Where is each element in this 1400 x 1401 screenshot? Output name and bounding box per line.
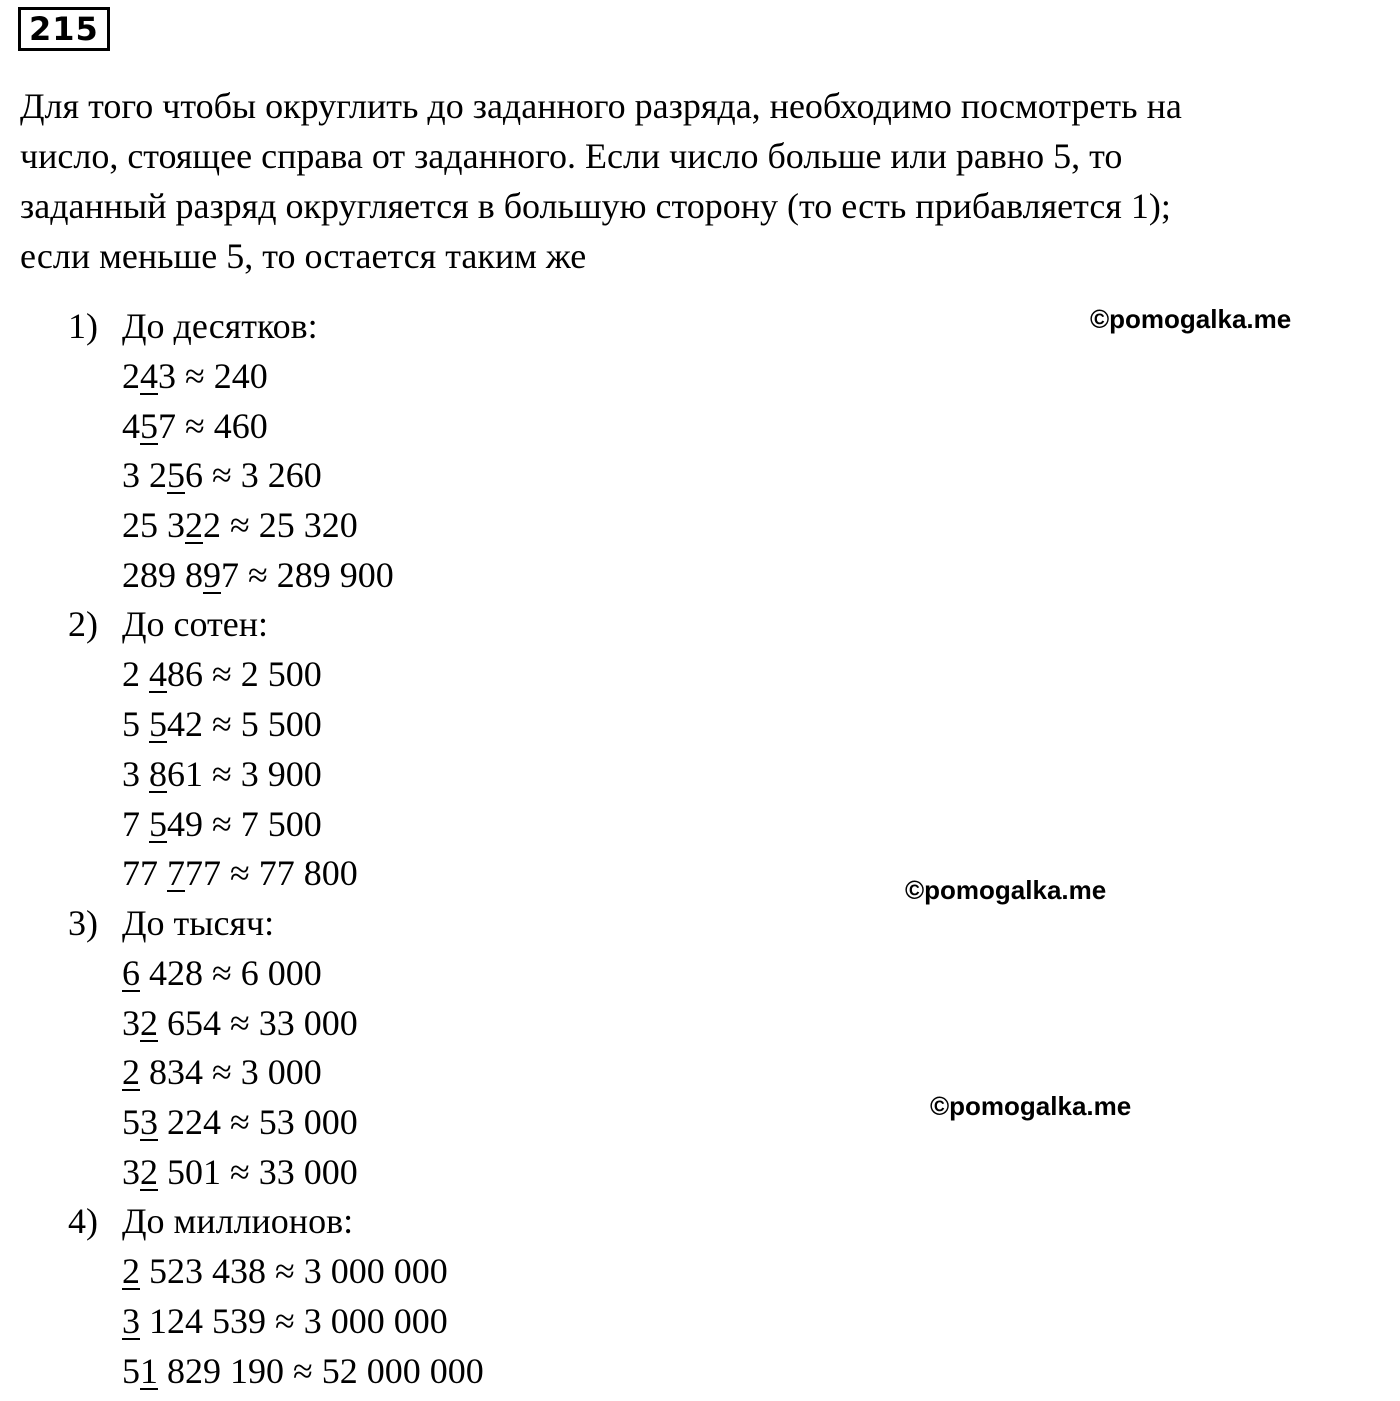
- rounded-result: 3 000 000: [303, 1251, 448, 1292]
- watermark: ©pomogalka.me: [1090, 304, 1292, 334]
- section-title: До сотен:: [122, 604, 269, 645]
- approx-sign: ≈: [230, 1101, 250, 1142]
- number-after-digit: 2: [203, 505, 221, 546]
- section-number: 3): [68, 902, 98, 943]
- rounded-result: 5 500: [240, 704, 322, 745]
- number-before-digit: 5: [122, 704, 149, 745]
- underlined-digit: 1: [140, 1350, 158, 1391]
- approx-sign: ≈: [275, 1251, 295, 1292]
- rounded-result: 25 320: [258, 505, 358, 546]
- number-after-digit: 86: [167, 654, 203, 695]
- approx-sign: ≈: [230, 853, 250, 894]
- underlined-digit: 2: [122, 1052, 140, 1093]
- rounded-result: 7 500: [240, 803, 322, 844]
- approx-sign: ≈: [185, 356, 205, 396]
- rounded-result: 460: [213, 405, 268, 446]
- number-before-digit: 3: [122, 1151, 140, 1192]
- approx-sign: ≈: [230, 1002, 250, 1043]
- underlined-digit: 4: [149, 654, 167, 695]
- number-after-digit: 654: [158, 1002, 221, 1043]
- number-before-digit: 7: [122, 803, 149, 844]
- section-header: [0, 898, 1000, 948]
- rounding-section: [0, 599, 1000, 897]
- number-after-digit: 834: [140, 1052, 203, 1093]
- underlined-digit: 2: [122, 1251, 140, 1292]
- number-after-digit: 224: [158, 1101, 221, 1142]
- number-before-digit: 25 3: [122, 505, 185, 546]
- underlined-digit: 5: [149, 704, 167, 745]
- approx-sign: ≈: [248, 554, 268, 595]
- rounded-result: 2 500: [240, 654, 322, 695]
- number-after-digit: 501: [158, 1151, 221, 1192]
- intro-line: заданный разряд округляется в большую сторону (то есть прибавляется 1);: [20, 186, 1171, 226]
- number-after-digit: 428: [140, 952, 203, 993]
- approx-sign: ≈: [212, 952, 232, 993]
- number-after-digit: 829 190: [158, 1350, 284, 1391]
- rounded-result: 6 000: [240, 952, 322, 993]
- approx-sign: ≈: [212, 704, 232, 745]
- underlined-digit: 4: [140, 356, 158, 396]
- rounding-row: [0, 1296, 1000, 1346]
- rounding-row: [0, 799, 1000, 849]
- section-header: [0, 1196, 1000, 1246]
- section-title: До тысяч:: [122, 902, 275, 943]
- number-after-digit: 7: [158, 405, 176, 446]
- rounding-row: [0, 1097, 1000, 1147]
- number-after-digit: 7: [221, 554, 239, 595]
- number-before-digit: 3: [122, 1002, 140, 1043]
- underlined-digit: 3: [140, 1101, 158, 1142]
- rounding-section: [0, 898, 1000, 1196]
- number-before-digit: 3 2: [122, 455, 167, 496]
- underlined-digit: 2: [185, 505, 203, 546]
- rounded-result: 33 000: [258, 1151, 358, 1192]
- number-before-digit: 77: [122, 853, 167, 894]
- number-before-digit: 2: [122, 356, 140, 396]
- section-header: [0, 599, 1000, 649]
- rounding-row: [0, 649, 1000, 699]
- rounding-row: [0, 1047, 1000, 1097]
- intro-paragraph: [20, 81, 1360, 281]
- rounding-row: [0, 848, 1000, 898]
- underlined-digit: 2: [140, 1151, 158, 1192]
- approx-sign: ≈: [212, 654, 232, 695]
- intro-line: если меньше 5, то остается таким же: [20, 236, 587, 276]
- rounding-row: [0, 998, 1000, 1048]
- underlined-digit: 7: [167, 853, 185, 894]
- rounding-row: [0, 948, 1000, 998]
- underlined-digit: 2: [140, 1002, 158, 1043]
- rounding-sections: [0, 301, 1000, 1395]
- approx-sign: ≈: [185, 405, 205, 446]
- underlined-digit: 6: [122, 952, 140, 993]
- section-header: [0, 301, 1000, 351]
- rounding-row: [0, 749, 1000, 799]
- section-number: 4): [68, 1201, 98, 1242]
- rounded-result: 3 260: [240, 455, 322, 496]
- number-before-digit: 5: [122, 1350, 140, 1391]
- underlined-digit: 8: [149, 753, 167, 794]
- underlined-digit: 5: [167, 455, 185, 496]
- approx-sign: ≈: [212, 753, 232, 794]
- rounded-result: 53 000: [258, 1101, 358, 1142]
- rounding-row: [0, 550, 1000, 600]
- rounded-result: 77 800: [258, 853, 358, 894]
- rounded-result: 289 900: [276, 554, 394, 595]
- rounding-section: [0, 301, 1000, 599]
- approx-sign: ≈: [293, 1350, 313, 1391]
- number-after-digit: 61: [167, 753, 203, 794]
- rounding-row: [0, 699, 1000, 749]
- section-title: До миллионов:: [122, 1201, 354, 1242]
- rounding-row: [0, 500, 1000, 550]
- rounding-row: [0, 1147, 1000, 1197]
- section-title: До десятков:: [122, 306, 318, 346]
- intro-line: число, стоящее справа от заданного. Если число больше или равно 5, то: [20, 136, 1123, 176]
- section-number: 2): [68, 604, 98, 645]
- task-number-box: [18, 7, 110, 51]
- underlined-digit: 3: [122, 1301, 140, 1341]
- number-after-digit: 42: [167, 704, 203, 745]
- underlined-digit: 5: [140, 405, 158, 446]
- approx-sign: ≈: [230, 1151, 250, 1192]
- number-before-digit: 2: [122, 654, 149, 695]
- rounding-row: [0, 401, 1000, 451]
- rounded-result: 3 000: [240, 1052, 322, 1093]
- underlined-digit: 5: [149, 803, 167, 844]
- number-after-digit: 6: [185, 455, 203, 496]
- approx-sign: ≈: [212, 1052, 232, 1093]
- rounded-result: 240: [213, 356, 268, 396]
- number-after-digit: 77: [185, 853, 221, 894]
- number-after-digit: 523 438: [140, 1251, 266, 1292]
- number-after-digit: 3: [158, 356, 176, 396]
- intro-line: Для того чтобы округлить до заданного разряда, необходимо посмотреть на: [20, 86, 1182, 126]
- approx-sign: ≈: [230, 505, 250, 546]
- rounding-row: [0, 351, 1000, 401]
- watermark: ©pomogalka.me: [930, 1091, 1132, 1121]
- number-before-digit: 289 8: [122, 554, 203, 595]
- approx-sign: ≈: [212, 455, 232, 496]
- underlined-digit: 9: [203, 554, 221, 595]
- approx-sign: ≈: [275, 1301, 295, 1341]
- number-before-digit: 3: [122, 753, 149, 794]
- rounded-result: 33 000: [258, 1002, 358, 1043]
- rounded-result: 3 000 000: [303, 1301, 448, 1341]
- rounded-result: 3 900: [240, 753, 322, 794]
- section-number: 1): [68, 306, 98, 346]
- rounding-row: [0, 1346, 1000, 1396]
- rounded-result: 52 000 000: [321, 1350, 484, 1391]
- rounding-row: [0, 1246, 1000, 1296]
- number-after-digit: 49: [167, 803, 203, 844]
- number-after-digit: 124 539: [140, 1301, 266, 1341]
- approx-sign: ≈: [212, 803, 232, 844]
- watermark: ©pomogalka.me: [905, 875, 1107, 905]
- number-before-digit: 5: [122, 1101, 140, 1142]
- number-before-digit: 4: [122, 405, 140, 446]
- rounding-row: [0, 450, 1000, 500]
- task-number: 215: [29, 10, 99, 48]
- rounding-section: [0, 1196, 1000, 1395]
